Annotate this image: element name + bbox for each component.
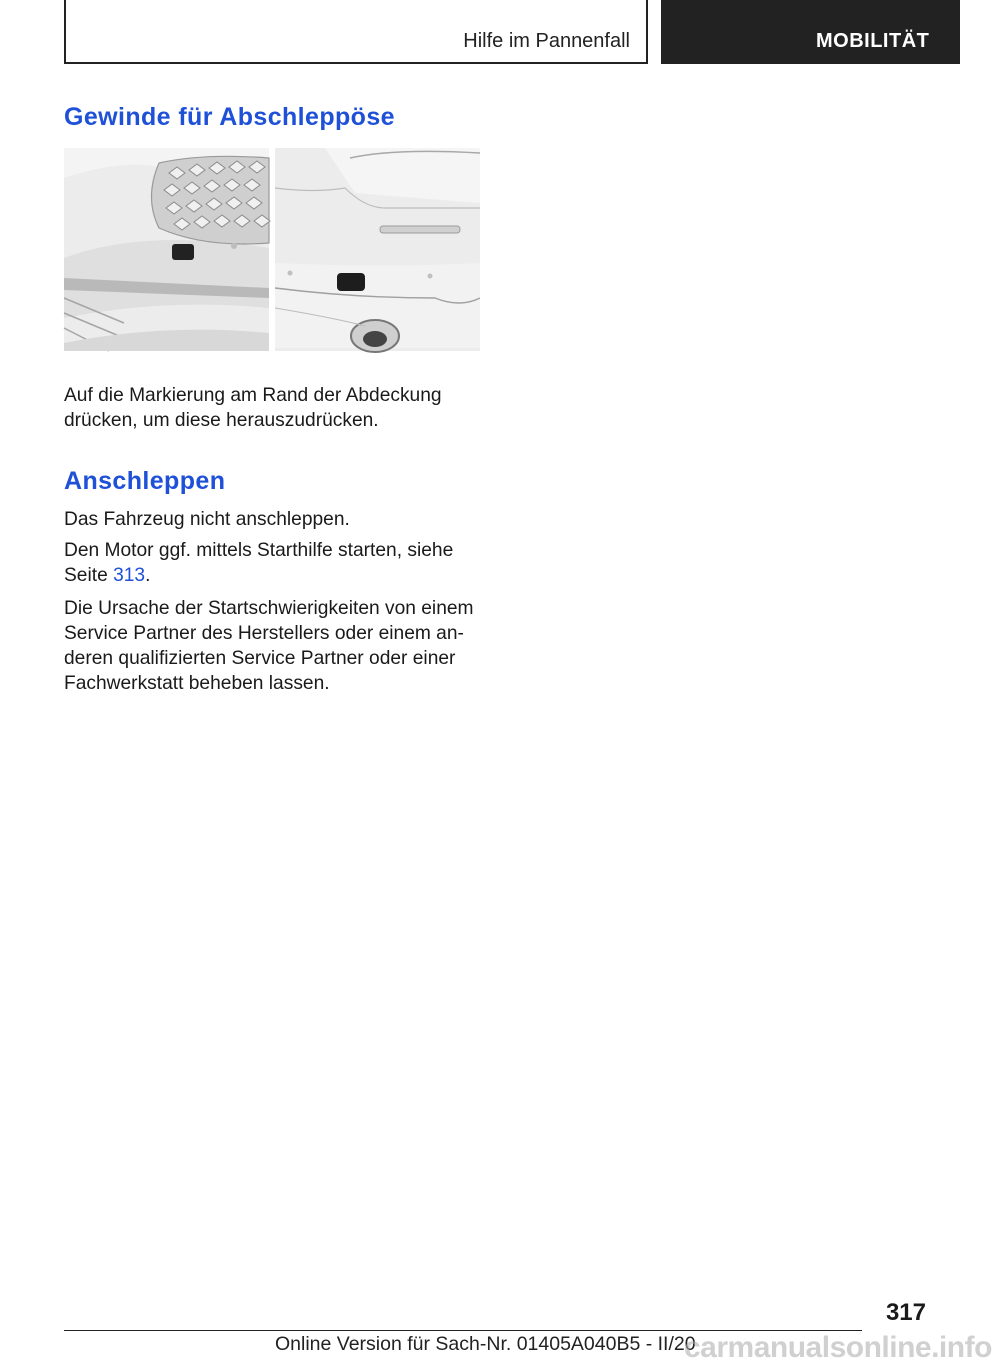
page-link-313[interactable]: 313 [113, 565, 146, 586]
rear-bumper-illustration-icon [275, 148, 480, 351]
paragraph-ursache: Die Ursache der Startschwierigkeiten von einem Service Partner des Herstellers oder einem anderen qualifizierten Service Partner oder einer Fachwerkstatt beheben lassen. [64, 598, 474, 694]
header-chapter-tab: MOBILITÄT [661, 0, 960, 64]
footer-text: Online Version für Sach-Nr. 01405A040B5 - II/20 [275, 1333, 696, 1355]
heading-gewinde: Gewinde für Abschleppöse [64, 103, 395, 131]
paragraph-abdeckung: Auf die Markierung am Rand der Abdeckung drücken, um diese herauszudrücken. [64, 385, 442, 431]
paragraph-starthilfe [64, 538, 484, 588]
figure-rear-bumper [275, 148, 480, 351]
watermark: carmanualsonline.info [684, 1331, 992, 1364]
front-bumper-illustration-icon [64, 148, 269, 351]
paragraph-starthilfe-text: Den Motor ggf. mittels Starthilfe starten, siehe Seite [64, 540, 454, 586]
heading-anschleppen: Anschleppen [64, 467, 226, 495]
figure-front-bumper [64, 148, 269, 351]
paragraph-starthilfe-end: . [145, 565, 151, 586]
header-section-box [64, 0, 648, 64]
page-number: 317 [885, 1299, 926, 1326]
header-section-title: Hilfe im Pannenfall [463, 30, 630, 52]
paragraph-nicht-anschleppen: Das Fahrzeug nicht anschleppen. [64, 509, 350, 530]
